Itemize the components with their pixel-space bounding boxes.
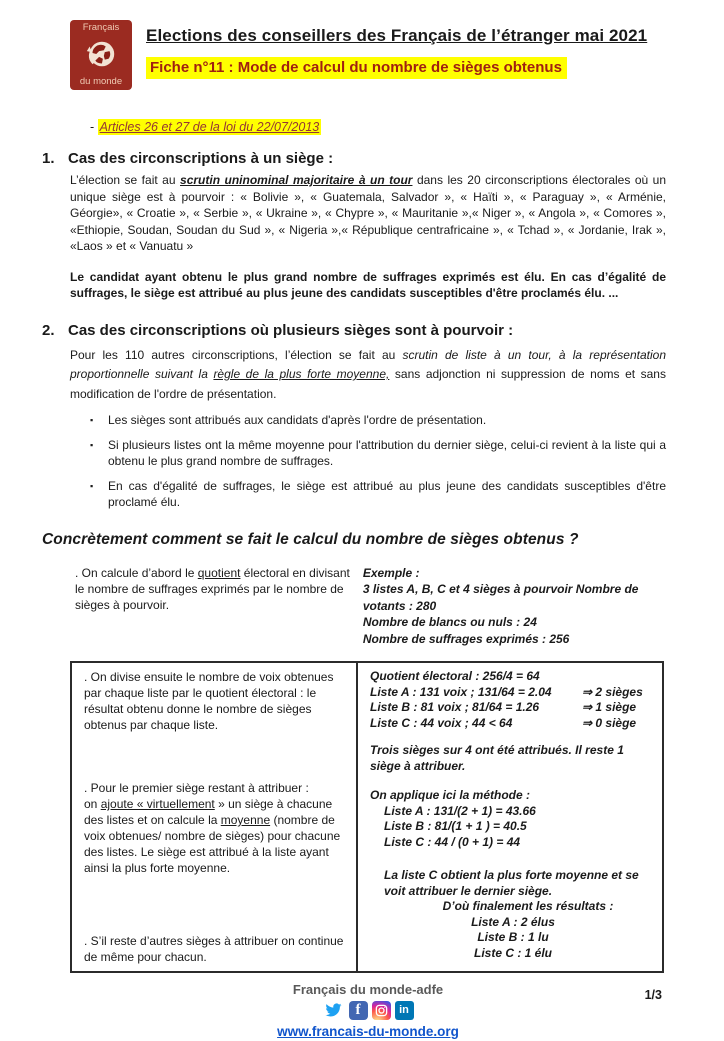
list-item: [70, 437, 666, 470]
calculation-intro-row: [75, 565, 666, 648]
section1-heading-text: Cas des circonscriptions à un siège :: [68, 150, 334, 167]
virtually-underlined: ajoute « virtuellement: [100, 797, 215, 811]
globe-icon: [84, 37, 118, 74]
section2-para-emphasis: scrutin de liste à un tour, à la représentation proportionnelle suivant la: [70, 347, 666, 381]
section2-bullet-list: [70, 412, 666, 511]
twitter-icon[interactable]: [323, 1001, 345, 1020]
section1-para1-post: dans les 20 circonscriptions électorales où un unique siège est à pourvoir : « Bolivie », « Guatemala, Salvador », « Haïti », « Paraguay », « Arménie, Géorgie», « Croatie », « Serbie », « Ukraine », « Chypre », « Mauritanie »,« Niger », « Angola », « Comores », «Ethiopie, Soudan, Soudan du Sud », « Nigeria »,« République centrafricaine », « Tchad », « Jordanie, Irak », «Laos » et « Vanuatu »: [70, 173, 666, 253]
method-line: Liste B : 81/(1 + 1 ) = 40.5: [384, 819, 527, 833]
step-remaining-seat-line1: . Pour le premier siège restant à attribuer :: [84, 781, 309, 795]
document-footer: [70, 982, 666, 1041]
linkedin-icon[interactable]: in: [395, 1001, 414, 1020]
social-icons-row: [70, 1000, 666, 1020]
page-number: 1/3: [644, 988, 662, 1002]
example-block: [363, 565, 666, 648]
section2-para-post: sans adjonction ni suppression de noms et sans modification de l'ordre de présentation.: [70, 367, 666, 401]
francais-du-monde-logo: [70, 20, 132, 90]
allocation-formula: Liste A : 131 voix ; 131/64 = 2.04: [370, 684, 552, 699]
example-line: Nombre de suffrages exprimés : 256: [362, 631, 570, 646]
results-title: D’où finalement les résultats :: [442, 899, 614, 913]
remaining-seats-note: Trois sièges sur 4 ont été attribués. Il reste 1 siège à attribuer.: [370, 743, 624, 773]
step-divide-paragraph: . On divise ensuite le nombre de voix obtenues par chaque liste par le quotient électoral : le résultat obtenu donne le nombre de sièges obtenus par chaque liste.: [84, 670, 334, 732]
legal-reference: [90, 120, 666, 134]
header-titles: [146, 20, 647, 79]
step-mid: » un siège à chacune des listes et on calcule la: [84, 797, 333, 827]
quotient-underlined: quotient: [197, 565, 241, 580]
conclusion-text: La liste C obtient la plus forte moyenne et se voit attribuer le dernier siège.: [384, 868, 639, 898]
result-line: Liste A : 2 élus: [471, 914, 555, 929]
section1-heading: [42, 150, 666, 167]
instagram-icon[interactable]: [372, 1001, 391, 1020]
reference-dash: -: [90, 120, 98, 134]
list-item: [70, 412, 666, 429]
document-subtitle: Fiche n°11 : Mode de calcul du nombre de sièges obtenus: [146, 57, 567, 79]
logo-text-top: Français: [82, 22, 120, 33]
bullet-text: Les sièges sont attribués aux candidats d'après l'ordre de présentation.: [108, 413, 487, 427]
allocation-row: [370, 716, 656, 732]
reference-articles-link[interactable]: Articles 26 et 27 de la loi du 22/07/2013: [99, 120, 320, 134]
calculation-example-cell: [356, 661, 664, 973]
bullet-text: En cas d'égalité de suffrages, le siège est attribué au plus jeune des candidats susceptibles d'être proclamé élu.: [108, 478, 666, 509]
bullet-text: Si plusieurs listes ont la même moyenne pour l'attribution du dernier siège, celui-ci revient à la liste qui a obtenu le plus grand nombre de suffrages.: [108, 437, 666, 468]
section2-paragraph: [70, 346, 666, 405]
section1-para1-emphasis: scrutin uninominal majoritaire à un tour: [180, 173, 413, 187]
allocation-result: ⇒ 2 sièges: [582, 684, 643, 699]
bullet-square-icon: ▪: [90, 439, 94, 450]
method-line: Liste C : 44 / (0 + 1) = 44: [384, 834, 521, 849]
allocation-formula: Liste B : 81 voix ; 81/64 = 1.26: [370, 700, 540, 714]
result-line: Liste B : 1 lu: [477, 930, 549, 944]
calculation-question-heading: Concrètement comment se fait le calcul du nombre de sièges obtenus ?: [42, 530, 579, 548]
step-continue-paragraph: . S’il reste d’autres sièges à attribuer on continue de même pour chacun.: [84, 934, 344, 964]
allocation-row: [370, 685, 656, 701]
section2-heading: [42, 322, 666, 339]
document-header: [70, 20, 666, 90]
quotient-pre: . On calcule d’abord le: [75, 565, 198, 580]
section1-paragraph2: Le candidat ayant obtenu le plus grand nombre de suffrages exprimés est élu. En cas d’égalité de suffrages, le siège est attribué au plus jeune des candidats susceptibles d'être proclamés élu. ...: [70, 269, 666, 300]
document-title: Elections des conseillers des Français de l’étranger mai 2021: [146, 26, 648, 45]
method-block: [370, 788, 656, 850]
list-item: [70, 478, 666, 511]
section2-para-emphasis-underlined: règle de la plus forte moyenne,: [213, 367, 390, 381]
quotient-explanation: [75, 565, 353, 648]
logo-text-bottom: du monde: [79, 76, 123, 87]
bullet-square-icon: ▪: [90, 415, 94, 425]
example-title: Exemple :: [362, 565, 420, 580]
section1-paragraph1: [70, 172, 666, 255]
facebook-icon[interactable]: f: [349, 1001, 368, 1020]
section2-number: 2.: [42, 321, 55, 339]
result-line: Liste C : 1 élu: [473, 945, 553, 960]
allocation-result: ⇒ 1 siège: [582, 700, 637, 714]
calculation-steps-cell: [70, 661, 358, 973]
section1-number: 1.: [42, 150, 55, 167]
allocation-result: ⇒ 0 siège: [582, 715, 637, 730]
section2-para-pre: Pour les 110 autres circonscriptions, l’élection se fait au: [70, 347, 403, 362]
example-line: Nombre de blancs ou nuls : 24: [362, 615, 537, 629]
method-line: Liste A : 131/(2 + 1) = 43.66: [384, 803, 536, 818]
section2-heading-text: Cas des circonscriptions où plusieurs sièges sont à pourvoir :: [68, 321, 514, 339]
step-pre: on: [84, 797, 101, 811]
step-remaining-seat-paragraph: [84, 780, 346, 876]
website-link[interactable]: www.francais-du-monde.org: [277, 1024, 459, 1039]
bullet-square-icon: ▪: [90, 480, 94, 491]
method-title: On applique ici la méthode :: [370, 788, 531, 802]
quotient-result-line: Quotient électoral : 256/4 = 64: [370, 669, 540, 683]
quotient-post: électoral en divisant le nombre de suffrages exprimés par le nombre de sièges à pourvoir.: [75, 565, 350, 612]
allocation-row: [370, 700, 656, 716]
footer-brand-name: Français du monde-adfe: [292, 982, 444, 997]
calculation-box: [70, 661, 666, 973]
example-line: 3 listes A, B, C et 4 sièges à pourvoir Nombre de votants : 280: [362, 582, 639, 613]
section1-para1-pre: L’élection se fait au: [70, 173, 181, 187]
average-underlined: moyenne: [220, 813, 271, 827]
step-post: (nombre de voix obtenues/ nombre de sièges) pour chacune des listes. Le siège est attribué à la liste ayant ainsi la plus forte moyenne.: [84, 813, 341, 875]
allocation-formula: Liste C : 44 voix ; 44 < 64: [370, 715, 513, 730]
